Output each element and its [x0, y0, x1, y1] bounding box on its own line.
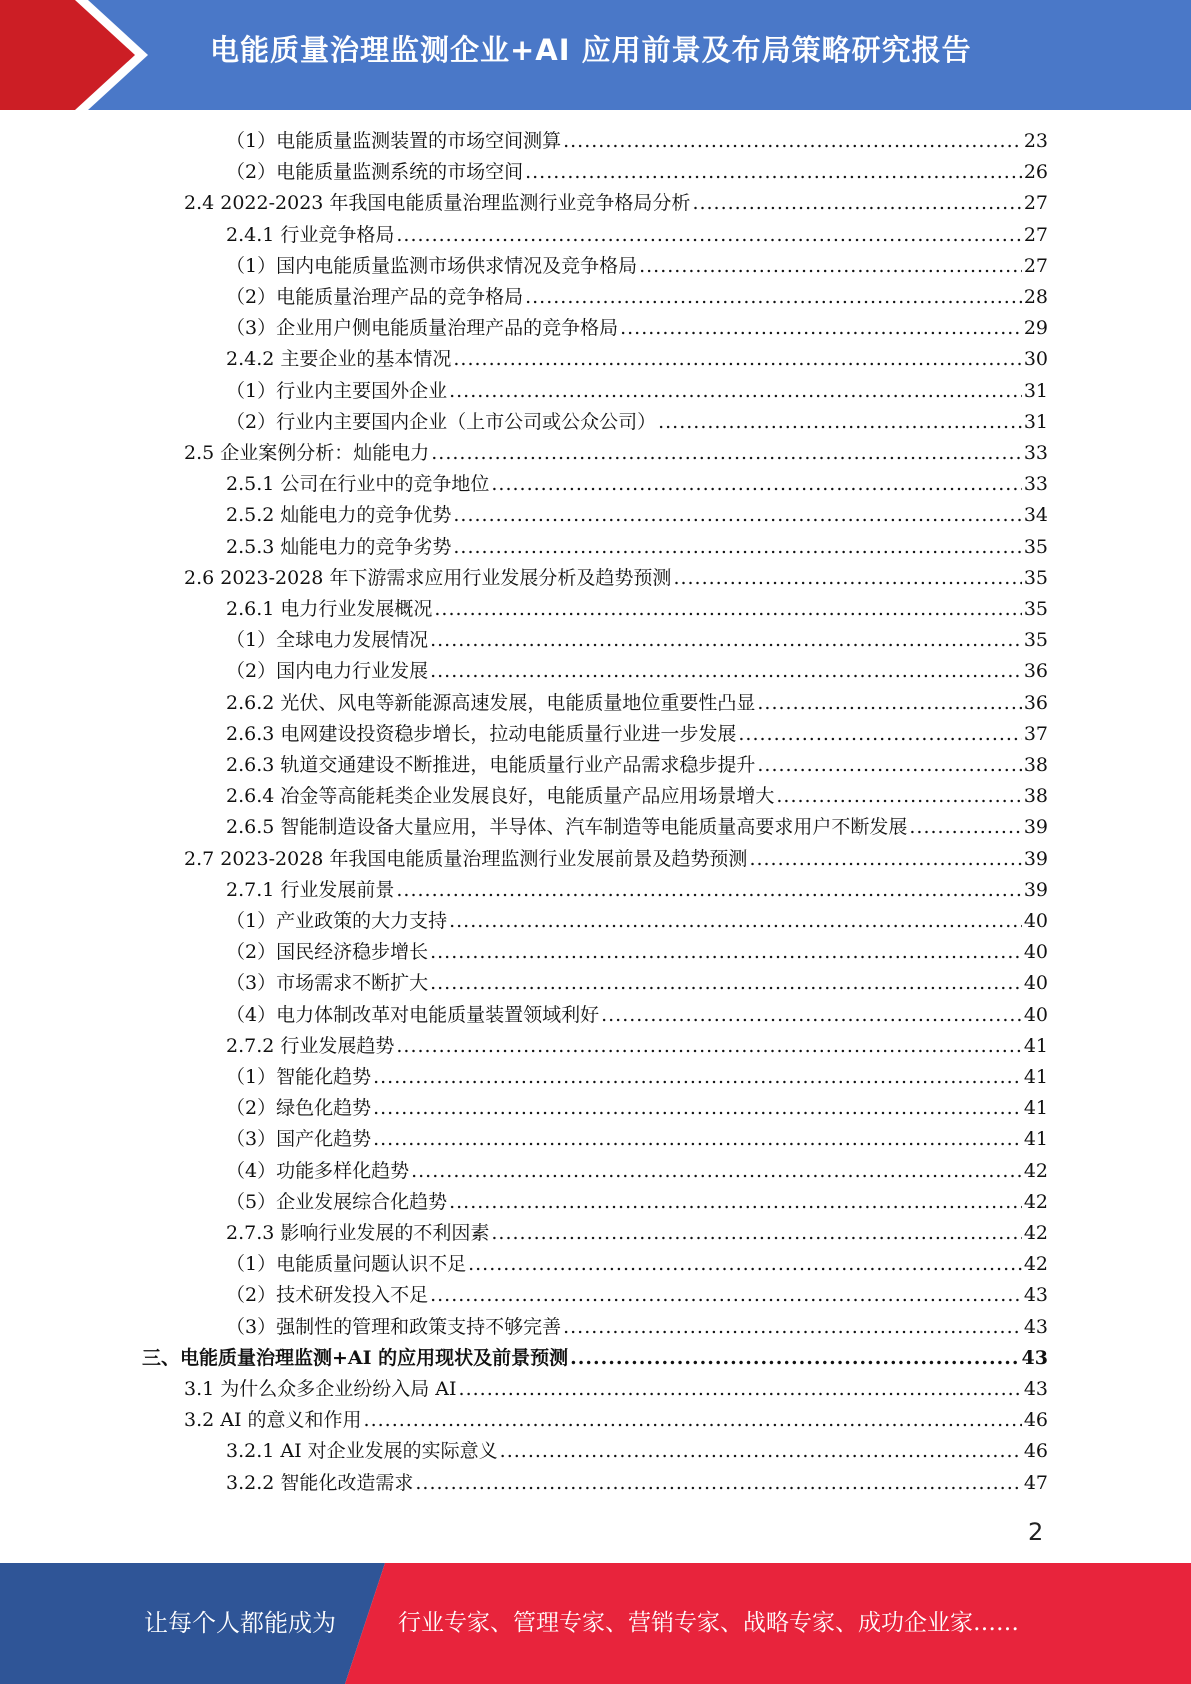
- toc-entry[interactable]: [226, 1468, 1048, 1499]
- toc-entry-page: 38: [1023, 785, 1048, 808]
- toc-leader-dots: [449, 1191, 1022, 1213]
- toc-leader-dots: [396, 224, 1021, 246]
- toc-leader-dots: [500, 1440, 1022, 1462]
- toc-leader-dots: [364, 1409, 1022, 1431]
- toc-entry-page: 33: [1023, 473, 1048, 496]
- toc-entry-page: 46: [1023, 1440, 1048, 1463]
- toc-entry[interactable]: [226, 812, 1048, 843]
- toc-entry[interactable]: [226, 126, 1048, 157]
- toc-entry[interactable]: [226, 1312, 1048, 1343]
- toc-entry-page: 43: [1021, 1346, 1048, 1369]
- toc-entry[interactable]: [226, 1218, 1048, 1249]
- toc-entry[interactable]: [226, 469, 1048, 500]
- toc-entry[interactable]: [226, 1156, 1048, 1187]
- toc-entry-label: 2.7.2 行业发展趋势: [226, 1034, 395, 1057]
- toc-entry-page: 43: [1023, 1284, 1048, 1307]
- toc-leader-dots: [749, 848, 1021, 870]
- toc-entry[interactable]: [184, 438, 1048, 469]
- toc-leader-dots: [491, 1222, 1021, 1244]
- toc-leader-dots: [601, 1004, 1022, 1026]
- toc-leader-dots: [430, 1284, 1022, 1306]
- toc-entry[interactable]: [226, 688, 1048, 719]
- footer-slogan: 让每个人都能成为: [144, 1609, 336, 1637]
- toc-entry-page: 33: [1023, 442, 1048, 464]
- toc-entry-page: 28: [1023, 286, 1048, 308]
- toc-entry-label: 3.2 AI 的意义和作用: [184, 1409, 362, 1432]
- toc-entry-label: （1）国内电能质量监测市场供求情况及竞争格局: [226, 254, 638, 277]
- toc-entry-label: （1）电能质量问题认识不足: [226, 1253, 467, 1276]
- toc-leader-dots: [620, 317, 1022, 339]
- toc-entry-page: 40: [1023, 972, 1048, 995]
- toc-entry-page: 35: [1023, 535, 1048, 558]
- toc-entry-label: （3）企业用户侧电能质量治理产品的竞争格局: [226, 317, 619, 340]
- report-title: 电能质量治理监测企业+AI 应用前景及布局策略研究报告: [210, 33, 972, 67]
- toc-entry-page: 41: [1023, 1066, 1048, 1088]
- toc-entry[interactable]: [142, 1343, 1048, 1374]
- toc-entry[interactable]: [226, 532, 1048, 563]
- toc-entry[interactable]: [226, 968, 1048, 999]
- toc-entry-page: 36: [1023, 660, 1048, 683]
- toc-entry[interactable]: [226, 906, 1048, 937]
- toc-entry-page: 29: [1023, 317, 1048, 340]
- toc-entry-page: 41: [1023, 1034, 1048, 1057]
- toc-entry-page: 31: [1023, 410, 1048, 433]
- toc-entry[interactable]: [226, 781, 1048, 812]
- toc-entry-page: 39: [1023, 878, 1048, 901]
- toc-entry-label: （2）电能质量治理产品的竞争格局: [226, 286, 524, 308]
- toc-leader-dots: [373, 1097, 1022, 1119]
- toc-entry-label: （2）技术研发投入不足: [226, 1284, 429, 1307]
- toc-leader-dots: [570, 1347, 1019, 1369]
- toc-leader-dots: [430, 972, 1022, 994]
- toc-leader-dots: [373, 1128, 1022, 1150]
- toc-entry-page: 41: [1023, 1097, 1048, 1120]
- toc-entry-page: 39: [1023, 816, 1048, 839]
- toc-entry-label: 2.7.3 影响行业发展的不利因素: [226, 1222, 490, 1244]
- page-number: 2: [1028, 1518, 1044, 1546]
- toc-entry-label: 2.4 2022-2023 年我国电能质量治理监测行业竞争格局分析: [184, 192, 691, 215]
- toc-entry-page: 42: [1023, 1222, 1048, 1244]
- toc-entry[interactable]: [226, 1000, 1048, 1031]
- toc-entry-label: （2）电能质量监测系统的市场空间: [226, 161, 524, 184]
- toc-entry-label: （1）智能化趋势: [226, 1066, 372, 1088]
- toc-entry-page: 31: [1023, 379, 1048, 402]
- toc-entry[interactable]: [226, 157, 1048, 188]
- toc-entry[interactable]: [184, 844, 1048, 875]
- toc-leader-dots: [449, 910, 1022, 932]
- toc-entry-label: 三、电能质量治理监测+AI 的应用现状及前景预测: [142, 1346, 569, 1369]
- toc-leader-dots: [491, 473, 1021, 495]
- toc-entry-label: （1）产业政策的大力支持: [226, 910, 448, 932]
- toc-leader-dots: [434, 598, 1021, 620]
- toc-leader-dots: [449, 380, 1022, 402]
- toc-entry-label: （1）行业内主要国外企业: [226, 379, 448, 402]
- toc-leader-dots: [373, 1066, 1022, 1088]
- toc-entry-page: 42: [1023, 1253, 1048, 1276]
- toc-entry-label: （2）国民经济稳步增长: [226, 941, 429, 964]
- toc-leader-dots: [453, 536, 1021, 558]
- toc-leader-dots: [757, 692, 1021, 714]
- toc-leader-dots: [563, 1316, 1022, 1338]
- toc-entry-label: （4）功能多样化趋势: [226, 1159, 410, 1182]
- toc-entry-label: 2.6.5 智能制造设备大量应用，半导体、汽车制造等电能质量高要求用户不断发展: [226, 816, 908, 839]
- footer-roles: 行业专家、管理专家、营销专家、战略专家、成功企业家……: [398, 1610, 1019, 1636]
- toc-leader-dots: [738, 723, 1021, 745]
- toc-leader-dots: [468, 1253, 1022, 1275]
- toc-leader-dots: [692, 192, 1021, 214]
- toc-leader-dots: [430, 629, 1022, 651]
- toc-entry-page: 39: [1023, 847, 1048, 870]
- toc-leader-dots: [431, 442, 1022, 464]
- toc-entry-label: 2.7.1 行业发展前景: [226, 878, 395, 901]
- toc-entry-page: 37: [1023, 722, 1048, 745]
- toc-leader-dots: [563, 130, 1022, 152]
- toc-entry-page: 46: [1023, 1409, 1048, 1432]
- toc-entry-label: （1）电能质量监测装置的市场空间测算: [226, 130, 562, 152]
- toc-leader-dots: [453, 504, 1021, 526]
- toc-entry-label: 2.5 企业案例分析：灿能电力: [184, 442, 430, 464]
- toc-entry-label: （4）电力体制改革对电能质量装置领域利好: [226, 1003, 600, 1026]
- toc-leader-dots: [909, 816, 1021, 838]
- toc-entry-label: 2.5.1 公司在行业中的竞争地位: [226, 473, 490, 496]
- toc-leader-dots: [430, 941, 1022, 963]
- toc-leader-dots: [430, 660, 1022, 682]
- toc-entry-label: 2.6.4 冶金等高能耗类企业发展良好，电能质量产品应用场景增大: [226, 785, 775, 808]
- toc-entry-label: 2.6.3 电网建设投资稳步增长，拉动电能质量行业进一步发展: [226, 722, 737, 745]
- toc-entry-page: 42: [1023, 1190, 1048, 1213]
- toc-leader-dots: [525, 161, 1022, 183]
- toc-entry[interactable]: [226, 220, 1048, 251]
- toc-leader-dots: [415, 1472, 1021, 1494]
- toc-entry-page: 40: [1023, 1003, 1048, 1026]
- toc-entry-page: 47: [1023, 1471, 1048, 1494]
- toc-entry[interactable]: [184, 1405, 1048, 1436]
- toc-leader-dots: [411, 1160, 1022, 1182]
- toc-leader-dots: [453, 348, 1021, 370]
- toc-entry[interactable]: [226, 251, 1048, 282]
- toc-entry[interactable]: [226, 594, 1048, 625]
- toc-entry-label: （2）行业内主要国内企业（上市公司或公众公司）: [226, 410, 657, 433]
- toc-entry-page: 38: [1023, 754, 1048, 776]
- footer-banner: [0, 1563, 1191, 1684]
- toc-entry-label: （3）国产化趋势: [226, 1128, 372, 1151]
- toc-entry[interactable]: [184, 563, 1048, 594]
- toc-entry-label: 2.4.2 主要企业的基本情况: [226, 348, 452, 371]
- toc-entry-label: 2.5.3 灿能电力的竞争劣势: [226, 535, 452, 558]
- toc-entry[interactable]: [226, 1249, 1048, 1280]
- toc-entry-page: 27: [1023, 192, 1048, 215]
- toc-entry-label: 3.2.2 智能化改造需求: [226, 1471, 414, 1494]
- toc-entry-label: 2.5.2 灿能电力的竞争优势: [226, 504, 452, 527]
- toc-entry[interactable]: [226, 407, 1048, 438]
- toc-entry-page: 30: [1023, 348, 1048, 371]
- toc-entry[interactable]: [226, 1187, 1048, 1218]
- toc-entry-label: 3.1 为什么众多企业纷纷入局 AI: [184, 1378, 457, 1400]
- toc-entry[interactable]: [226, 1436, 1048, 1467]
- toc-leader-dots: [757, 754, 1021, 776]
- toc-entry-label: 2.7 2023-2028 年我国电能质量治理监测行业发展前景及趋势预测: [184, 847, 748, 870]
- toc-entry-page: 34: [1023, 504, 1048, 527]
- toc-entry-page: 42: [1023, 1159, 1048, 1182]
- toc-entry[interactable]: [184, 1374, 1048, 1405]
- toc-entry-label: （2）国内电力行业发展: [226, 660, 429, 683]
- toc-entry-page: 40: [1023, 941, 1048, 964]
- toc-entry-page: 27: [1023, 223, 1048, 246]
- toc-entry[interactable]: [226, 625, 1048, 656]
- toc-entry-label: （3）市场需求不断扩大: [226, 972, 429, 995]
- toc-entry-page: 40: [1023, 910, 1048, 932]
- toc-entry-page: 41: [1023, 1128, 1048, 1151]
- toc-entry-page: 27: [1023, 254, 1048, 277]
- toc-entry[interactable]: [226, 1124, 1048, 1155]
- toc-entry-page: 43: [1023, 1378, 1048, 1400]
- toc-entry-label: 2.6.2 光伏、风电等新能源高速发展，电能质量地位重要性凸显: [226, 691, 756, 714]
- toc-entry[interactable]: [226, 344, 1048, 375]
- toc-entry-label: 2.6 2023-2028 年下游需求应用行业发展分析及趋势预测: [184, 566, 672, 589]
- toc-entry-page: 35: [1023, 566, 1048, 589]
- toc-entry-label: 3.2.1 AI 对企业发展的实际意义: [226, 1440, 498, 1463]
- toc-entry-page: 26: [1023, 161, 1048, 184]
- toc-entry-page: 36: [1023, 691, 1048, 714]
- header-banner: [0, 0, 1191, 110]
- toc-entry[interactable]: [226, 1280, 1048, 1311]
- toc-entry-page: 35: [1023, 598, 1048, 620]
- toc-entry-label: 2.4.1 行业竞争格局: [226, 223, 395, 246]
- toc-leader-dots: [673, 567, 1021, 589]
- toc-entry-page: 23: [1023, 130, 1048, 152]
- toc-entry-page: 35: [1023, 629, 1048, 652]
- toc-entry[interactable]: [226, 1093, 1048, 1124]
- toc-entry[interactable]: [184, 188, 1048, 219]
- toc-entry[interactable]: [226, 282, 1048, 313]
- toc-entry[interactable]: [226, 937, 1048, 968]
- toc-entry[interactable]: [226, 875, 1048, 906]
- toc-entry[interactable]: [226, 719, 1048, 750]
- toc-entry[interactable]: [226, 1031, 1048, 1062]
- toc-entry-label: （2）绿色化趋势: [226, 1097, 372, 1120]
- toc-entry-label: （5）企业发展综合化趋势: [226, 1190, 448, 1213]
- toc-entry[interactable]: [226, 656, 1048, 687]
- toc-entry-label: （3）强制性的管理和政策支持不够完善: [226, 1315, 562, 1338]
- toc-entry-label: 2.6.1 电力行业发展概况: [226, 598, 433, 620]
- toc-entry-label: 2.6.3 轨道交通建设不断推进，电能质量行业产品需求稳步提升: [226, 754, 756, 776]
- toc-leader-dots: [658, 411, 1022, 433]
- toc-entry[interactable]: [226, 1062, 1048, 1093]
- toc-entry[interactable]: [226, 313, 1048, 344]
- toc-leader-dots: [525, 286, 1022, 308]
- toc-leader-dots: [396, 879, 1021, 901]
- toc-entry[interactable]: [226, 376, 1048, 407]
- toc-entry[interactable]: [226, 500, 1048, 531]
- toc-leader-dots: [459, 1378, 1022, 1400]
- toc-leader-dots: [776, 785, 1021, 807]
- toc-leader-dots: [396, 1035, 1021, 1057]
- toc-leader-dots: [639, 255, 1022, 277]
- toc-entry-label: （1）全球电力发展情况: [226, 629, 429, 652]
- toc-entry[interactable]: [226, 750, 1048, 781]
- toc-entry-page: 43: [1023, 1315, 1048, 1338]
